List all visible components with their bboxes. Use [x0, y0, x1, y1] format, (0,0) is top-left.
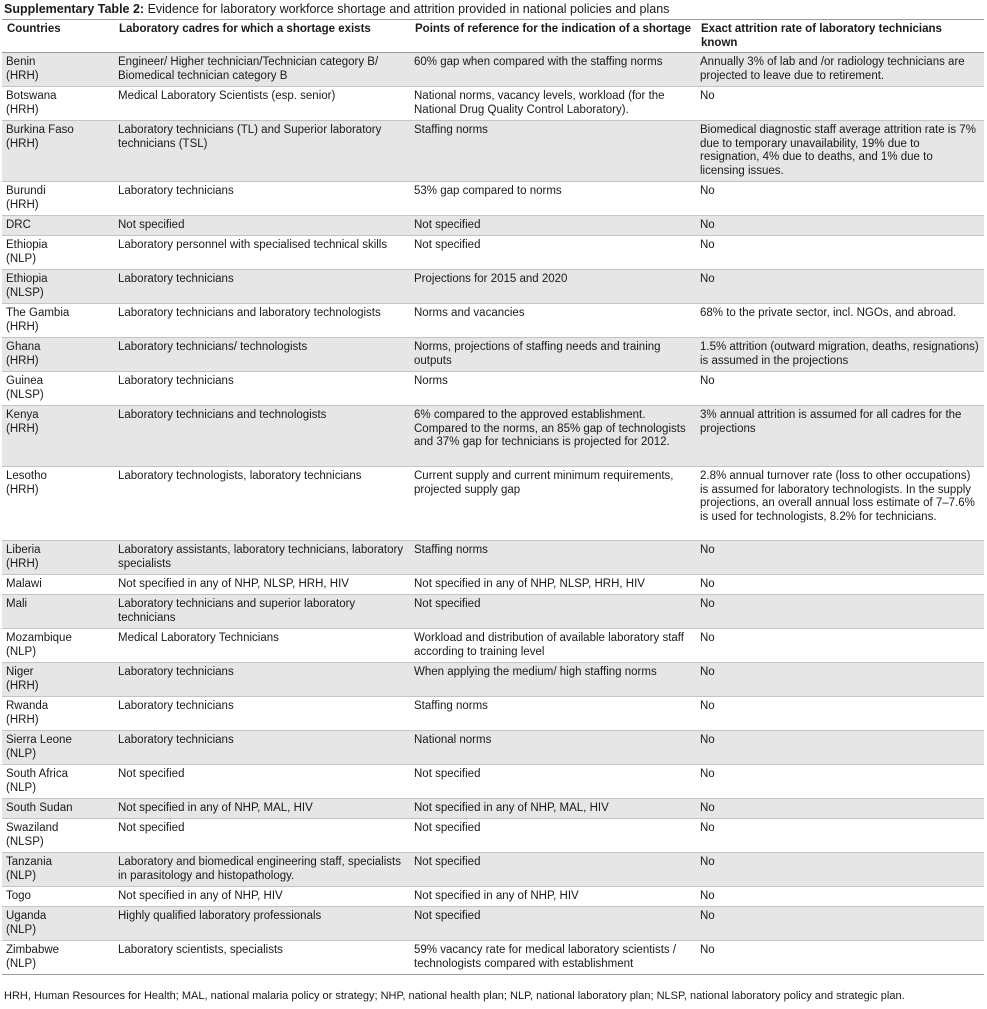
attrition-cell: No — [696, 236, 984, 270]
table-row — [2, 467, 984, 541]
country-cell — [2, 372, 114, 406]
attrition-cell: No — [696, 270, 984, 304]
country-cell — [2, 941, 114, 975]
table-row — [2, 731, 984, 765]
source-document: (HRH) — [6, 198, 39, 211]
country-name: The Gambia — [6, 307, 70, 319]
attrition-cell: No — [696, 941, 984, 975]
table-row — [2, 338, 984, 372]
cadres-cell: Laboratory personnel with specialised technical skills — [114, 236, 410, 270]
source-document: (HRH) — [6, 354, 39, 367]
attrition-cell: Annually 3% of lab and /or radiology technicians are projected to leave due to retirement. — [696, 53, 984, 87]
country-cell — [2, 575, 114, 595]
table-row — [2, 595, 984, 629]
table-row — [2, 907, 984, 941]
country-cell — [2, 216, 114, 236]
reference-cell: Not specified — [410, 907, 696, 941]
country-cell — [2, 87, 114, 121]
reference-cell: Not specified — [410, 236, 696, 270]
cadres-cell: Laboratory scientists, specialists — [114, 941, 410, 975]
cadres-cell: Laboratory and biomedical engineering staff, specialists in parasitology and histopathology. — [114, 853, 410, 887]
reference-cell: Not specified in any of NHP, HIV — [410, 887, 696, 907]
header-row — [2, 20, 984, 53]
table-row — [2, 697, 984, 731]
source-document: (HRH) — [6, 69, 39, 82]
country-name: Ethiopia — [6, 273, 48, 285]
cadres-cell: Not specified in any of NHP, MAL, HIV — [114, 799, 410, 819]
table-row — [2, 941, 984, 975]
source-document: (HRH) — [6, 103, 39, 116]
header-countries: Countries — [2, 20, 114, 53]
attrition-cell: No — [696, 853, 984, 887]
attrition-cell: No — [696, 87, 984, 121]
country-cell — [2, 270, 114, 304]
source-document: (NLP) — [6, 252, 37, 265]
reference-cell: Current supply and current minimum requirements, projected supply gap — [410, 467, 696, 541]
table-row — [2, 121, 984, 182]
reference-cell: Staffing norms — [410, 541, 696, 575]
country-cell — [2, 236, 114, 270]
reference-cell: Staffing norms — [410, 697, 696, 731]
cadres-cell: Laboratory technicians/ technologists — [114, 338, 410, 372]
cadres-cell: Not specified — [114, 216, 410, 236]
reference-cell: Not specified in any of NHP, MAL, HIV — [410, 799, 696, 819]
source-document: (HRH) — [6, 422, 39, 435]
country-cell — [2, 467, 114, 541]
country-cell — [2, 338, 114, 372]
attrition-cell: No — [696, 663, 984, 697]
cadres-cell: Laboratory technicians — [114, 182, 410, 216]
table-row — [2, 87, 984, 121]
reference-cell: National norms — [410, 731, 696, 765]
reference-cell: Workload and distribution of available laboratory staff according to training level — [410, 629, 696, 663]
cadres-cell: Highly qualified laboratory professionals — [114, 907, 410, 941]
attrition-cell: No — [696, 182, 984, 216]
source-document: (HRH) — [6, 320, 39, 333]
reference-cell: 6% compared to the approved establishment. Compared to the norms, an 85% gap of technologists and 37% gap for technicians is projected for 2012. — [410, 406, 696, 467]
country-cell — [2, 406, 114, 467]
table-row — [2, 853, 984, 887]
reference-cell: National norms, vacancy levels, workload (for the National Drug Quality Control Laboratory). — [410, 87, 696, 121]
country-cell — [2, 731, 114, 765]
source-document: (HRH) — [6, 137, 39, 150]
attrition-cell: 2.8% annual turnover rate (loss to other occupations) is assumed for laboratory technologists. In the supply projections, an overall annual loss estimate of 7–7.6% is used for technologists, 8.2% for technicians. — [696, 467, 984, 541]
country-name: Zimbabwe — [6, 944, 60, 956]
country-cell — [2, 629, 114, 663]
table-row — [2, 236, 984, 270]
country-name: Swaziland — [6, 822, 59, 834]
country-cell — [2, 765, 114, 799]
cadres-cell: Laboratory technicians and technologists — [114, 406, 410, 467]
cadres-cell: Engineer/ Higher technician/Technician category B/ Biomedical technician category B — [114, 53, 410, 87]
source-document: (NLP) — [6, 957, 37, 970]
country-cell — [2, 663, 114, 697]
country-name: Tanzania — [6, 856, 53, 868]
cadres-cell: Laboratory technicians — [114, 372, 410, 406]
table-row — [2, 799, 984, 819]
country-cell — [2, 799, 114, 819]
source-document: (HRH) — [6, 713, 39, 726]
header-reference: Points of reference for the indication of a shortage — [410, 20, 696, 53]
country-name: Sierra Leone — [6, 734, 72, 746]
country-name: Burkina Faso — [6, 124, 74, 136]
attrition-cell: No — [696, 799, 984, 819]
cadres-cell: Laboratory technicians — [114, 663, 410, 697]
country-cell — [2, 541, 114, 575]
country-name: Mozambique — [6, 632, 72, 644]
table-row — [2, 765, 984, 799]
country-cell — [2, 887, 114, 907]
country-name: DRC — [6, 219, 31, 231]
attrition-cell: 1.5% attrition (outward migration, deaths, resignations) is assumed in the projections — [696, 338, 984, 372]
attrition-cell: No — [696, 541, 984, 575]
source-document: (NLP) — [6, 923, 37, 936]
cadres-cell: Not specified — [114, 819, 410, 853]
source-document: (HRH) — [6, 679, 39, 692]
country-cell — [2, 53, 114, 87]
attrition-cell: No — [696, 731, 984, 765]
source-document: (NLP) — [6, 645, 37, 658]
reference-cell: Not specified — [410, 595, 696, 629]
attrition-cell: No — [696, 372, 984, 406]
table-caption — [4, 1, 669, 17]
country-name: South Africa — [6, 768, 69, 780]
table-row — [2, 182, 984, 216]
reference-cell: Projections for 2015 and 2020 — [410, 270, 696, 304]
cadres-cell: Laboratory technicians and laboratory technologists — [114, 304, 410, 338]
country-name: Liberia — [6, 544, 41, 556]
source-document: (NLP) — [6, 747, 37, 760]
reference-cell: Not specified — [410, 853, 696, 887]
source-document: (NLP) — [6, 781, 37, 794]
attrition-cell: No — [696, 819, 984, 853]
country-name: Togo — [6, 890, 31, 902]
attrition-cell: No — [696, 575, 984, 595]
attrition-cell: 68% to the private sector, incl. NGOs, and abroad. — [696, 304, 984, 338]
table-row — [2, 629, 984, 663]
attrition-cell: No — [696, 765, 984, 799]
reference-cell: 59% vacancy rate for medical laboratory scientists / technologists compared with establishment — [410, 941, 696, 975]
country-name: Botswana — [6, 90, 57, 102]
country-cell — [2, 121, 114, 182]
table-row — [2, 541, 984, 575]
country-name: Burundi — [6, 185, 46, 197]
cadres-cell: Laboratory technologists, laboratory technicians — [114, 467, 410, 541]
source-document: (NLSP) — [6, 388, 44, 401]
country-name: Niger — [6, 666, 34, 678]
country-cell — [2, 304, 114, 338]
table-row — [2, 304, 984, 338]
attrition-cell: No — [696, 216, 984, 236]
country-cell — [2, 697, 114, 731]
cadres-cell: Medical Laboratory Technicians — [114, 629, 410, 663]
reference-cell: 53% gap compared to norms — [410, 182, 696, 216]
table-footnote: HRH, Human Resources for Health; MAL, national malaria policy or strategy; NHP, national health plan; NLP, national laboratory plan; NLSP, national laboratory policy and strategic plan. — [4, 990, 905, 1002]
country-cell — [2, 907, 114, 941]
country-name: Mali — [6, 598, 28, 610]
header-attrition: Exact attrition rate of laboratory technicians known — [696, 20, 984, 53]
country-name: Lesotho — [6, 470, 47, 482]
table-row — [2, 270, 984, 304]
attrition-cell: No — [696, 697, 984, 731]
source-document: (HRH) — [6, 557, 39, 570]
country-name: Rwanda — [6, 700, 49, 712]
caption-text: Evidence for laboratory workforce shortage and attrition provided in national policies and plans — [144, 2, 670, 16]
attrition-cell: No — [696, 887, 984, 907]
attrition-cell: Biomedical diagnostic staff average attrition rate is 7% due to temporary unavailability, 19% due to resignation, 4% due to deaths, and 1% due to licensing issues. — [696, 121, 984, 182]
caption-label: Supplementary Table 2: — [4, 2, 145, 16]
header-cadres: Laboratory cadres for which a shortage exists — [114, 20, 410, 53]
cadres-cell: Not specified in any of NHP, HIV — [114, 887, 410, 907]
country-cell — [2, 819, 114, 853]
table-row — [2, 575, 984, 595]
country-name: Uganda — [6, 910, 47, 922]
attrition-cell: 3% annual attrition is assumed for all cadres for the projections — [696, 406, 984, 467]
attrition-cell: No — [696, 907, 984, 941]
attrition-cell: No — [696, 629, 984, 663]
country-name: Ethiopia — [6, 239, 48, 251]
source-document: (NLSP) — [6, 835, 44, 848]
attrition-cell: No — [696, 595, 984, 629]
country-name: South Sudan — [6, 802, 73, 814]
table-row — [2, 53, 984, 87]
cadres-cell: Laboratory assistants, laboratory technicians, laboratory specialists — [114, 541, 410, 575]
table-row — [2, 372, 984, 406]
evidence-table — [2, 19, 984, 975]
reference-cell: When applying the medium/ high staffing norms — [410, 663, 696, 697]
cadres-cell: Not specified in any of NHP, NLSP, HRH, HIV — [114, 575, 410, 595]
cadres-cell: Laboratory technicians (TL) and Superior laboratory technicians (TSL) — [114, 121, 410, 182]
source-document: (NLP) — [6, 869, 37, 882]
reference-cell: Not specified — [410, 819, 696, 853]
country-cell — [2, 595, 114, 629]
cadres-cell: Laboratory technicians — [114, 697, 410, 731]
country-name: Ghana — [6, 341, 41, 353]
cadres-cell: Laboratory technicians and superior laboratory technicians — [114, 595, 410, 629]
country-name: Benin — [6, 56, 36, 68]
table-row — [2, 406, 984, 467]
reference-cell: Norms, projections of staffing needs and training outputs — [410, 338, 696, 372]
reference-cell: Not specified in any of NHP, NLSP, HRH, HIV — [410, 575, 696, 595]
reference-cell: Norms and vacancies — [410, 304, 696, 338]
country-name: Malawi — [6, 578, 42, 590]
reference-cell: Norms — [410, 372, 696, 406]
cadres-cell: Laboratory technicians — [114, 731, 410, 765]
cadres-cell: Laboratory technicians — [114, 270, 410, 304]
country-cell — [2, 182, 114, 216]
source-document: (NLSP) — [6, 286, 44, 299]
country-name: Guinea — [6, 375, 44, 387]
table-row — [2, 887, 984, 907]
reference-cell: 60% gap when compared with the staffing norms — [410, 53, 696, 87]
reference-cell: Not specified — [410, 216, 696, 236]
country-name: Kenya — [6, 409, 39, 421]
cadres-cell: Not specified — [114, 765, 410, 799]
table-row — [2, 216, 984, 236]
reference-cell: Staffing norms — [410, 121, 696, 182]
source-document: (HRH) — [6, 483, 39, 496]
table-row — [2, 663, 984, 697]
table-row — [2, 819, 984, 853]
reference-cell: Not specified — [410, 765, 696, 799]
country-cell — [2, 853, 114, 887]
table-body — [2, 53, 984, 975]
cadres-cell: Medical Laboratory Scientists (esp. senior) — [114, 87, 410, 121]
